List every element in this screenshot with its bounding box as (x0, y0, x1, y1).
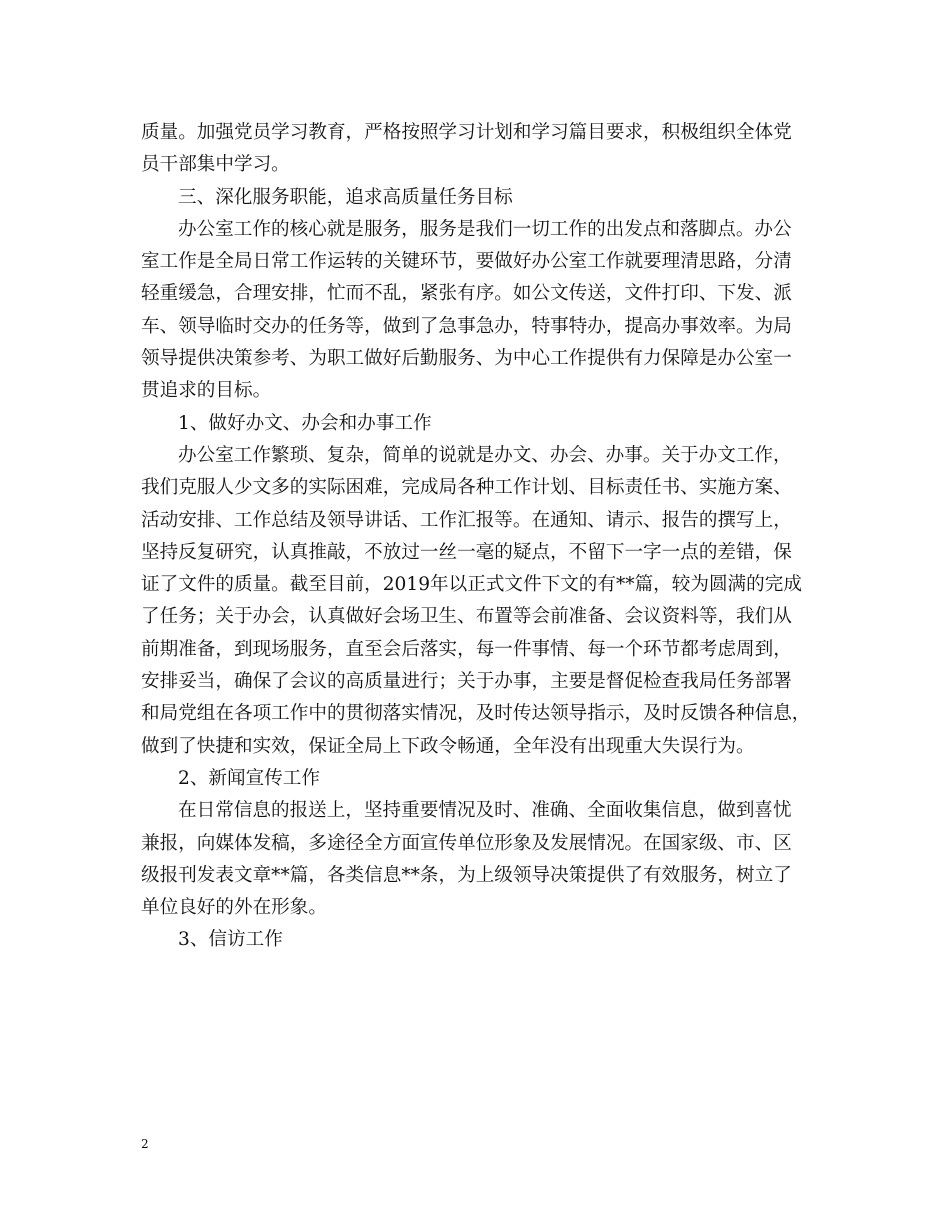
section-heading: 三、深化服务职能，追求高质量任务目标 (178, 186, 513, 208)
paragraph-line: 级报刊发表文章**篇，各类信息**条，为上级领导决策提供了有效服务，树立了 (141, 864, 792, 886)
paragraph-line: 兼报，向媒体发稿，多途径全方面宣传单位形象及发展情况。在国家级、市、区 (141, 832, 792, 854)
paragraph-line: 单位良好的外在形象。 (141, 897, 327, 919)
paragraph-line: 贯追求的目标。 (141, 380, 272, 402)
paragraph-line: 在日常信息的报送上，坚持重要情况及时、准确、全面收集信息，做到喜忧 (178, 800, 792, 822)
paragraph-line: 办公室工作繁琐、复杂，简单的说就是办文、办会、办事。关于办文工作， (178, 444, 792, 466)
paragraph-line: 做到了快捷和实效，保证全局上下政令畅通，全年没有出现重大失误行为。 (141, 735, 755, 757)
paragraph-line: 证了文件的质量。截至目前，2019年以正式文件下文的有**篇，较为圆满的完成 (141, 574, 802, 596)
paragraph-line: 坚持反复研究，认真推敲，不放过一丝一毫的疑点，不留下一字一点的差错，保 (141, 541, 792, 563)
paragraph-line: 员干部集中学习。 (141, 154, 290, 176)
page-number: 2 (141, 1137, 149, 1151)
paragraph-line: 办公室工作的核心就是服务，服务是我们一切工作的出发点和落脚点。办公 (178, 218, 792, 240)
subsection-heading: 1、做好办文、办会和办事工作 (178, 412, 432, 434)
paragraph-line: 了任务；关于办会，认真做好会场卫生、布置等会前准备、会议资料等，我们从 (141, 606, 792, 628)
subsection-heading: 3、信访工作 (178, 929, 283, 951)
paragraph-line: 室工作是全局日常工作运转的关键环节，要做好办公室工作就要理清思路，分清 (141, 251, 792, 273)
paragraph-line: 前期准备，到现场服务，直至会后落实，每一件事情、每一个环节都考虑周到， (141, 638, 792, 660)
paragraph-line: 和局党组在各项工作中的贯彻落实情况，及时传达领导指示，及时反馈各种信息， (141, 703, 811, 725)
paragraph-line: 活动安排、工作总结及领导讲话、工作汇报等。在通知、请示、报告的撰写上， (141, 509, 792, 531)
paragraph-line: 安排妥当，确保了会议的高质量进行；关于办事，主要是督促检查我局任务部署 (141, 671, 792, 693)
paragraph-line: 质量。加强党员学习教育，严格按照学习计划和学习篇目要求，积极组织全体党 (141, 122, 792, 143)
paragraph-line: 领导提供决策参考、为职工做好后勤服务、为中心工作提供有力保障是办公室一 (141, 348, 792, 370)
subsection-heading: 2、新闻宣传工作 (178, 767, 320, 789)
paragraph-line: 我们克服人少文多的实际困难，完成局各种工作计划、目标责任书、实施方案、 (141, 477, 792, 499)
paragraph-line: 轻重缓急，合理安排，忙而不乱，紧张有序。如公文传送，文件打印、下发、派 (141, 283, 792, 305)
document-body (141, 117, 809, 957)
paragraph-line: 车、领导临时交办的任务等，做到了急事急办，特事特办，提高办事效率。为局 (141, 315, 792, 337)
